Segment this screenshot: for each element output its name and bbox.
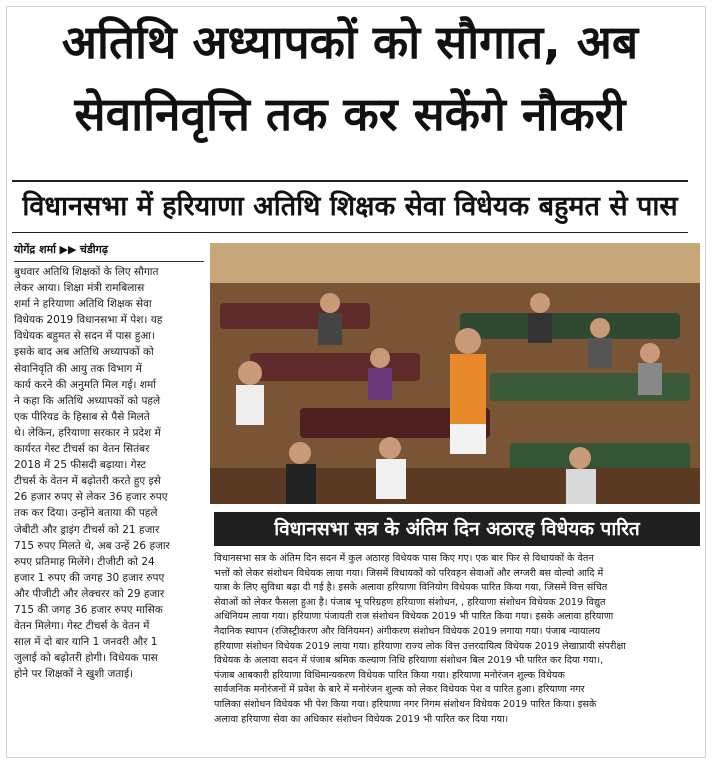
story-line: एक पीरियड के हिसाब से पैसे मिलते — [14, 410, 150, 423]
story-line: कार्यरत गेस्ट टीचर्स का वेतन सितंबर — [14, 443, 150, 456]
second-story-body — [214, 552, 700, 727]
byline-separator-icon: ▶▶ — [59, 243, 77, 256]
assembly-photo-icon — [210, 243, 700, 504]
story-line: टीचर्स के वेतन में बढ़ोतरी करते हुए इसे — [14, 475, 161, 488]
headline-line-2: सेवानिवृत्ति तक कर सकेंगे नौकरी — [74, 87, 626, 141]
second-story-line: भत्तों को लेकर संशोधन विधेयक लाया गया। जिसमें विधायकों को परिवहन सेवाओं और लग्जरी बस वोल्वो आदि में — [214, 567, 604, 579]
story-line: विधेयक बहुमत से सदन में पास हुआ। — [14, 330, 155, 343]
second-story-line: नैदानिक स्थापन (रजिस्ट्रीकरण और विनियमन) अंगीकरण संशोधन विधेयक 2019 लगाया गया। पंजाब न्यायालय — [214, 625, 601, 637]
story-line: कार्य करने की अनुमति मिल गई। शर्मा — [14, 378, 157, 391]
second-story-line: यात्रा के लिए सुविधा बढ़ा दी गई है। इसके अलावा हरियाणा विनियोग विधेयक पारित किया गया, जिसमें वित्त संचित — [214, 582, 608, 594]
second-story-line: अलावा हरियाणा सेवा का अधिकार संशोधन विधेयक 2019 भी पारित कर दिया गया। — [214, 713, 509, 725]
story-line: बुधवार अतिथि शिक्षकों के लिए सौगात — [14, 266, 159, 278]
second-story-line: हरियाणा संशोधन विधेयक 2019 लाया गया। हरियाणा राज्य लोक वित्त उत्तरदायित्व विधेयक 2019 लेखाप्रायी संपरीक्षा — [214, 640, 626, 652]
second-story-headline: विधानसभा सत्र के अंतिम दिन अठारह विधेयक पारित — [214, 512, 700, 546]
story-line: जुलाई को बढ़ोतरी होगी। विधेयक पास — [14, 652, 158, 665]
byline-place: चंडीगढ़ — [79, 243, 109, 256]
story-line: वेतन मिलेगा। गेस्ट टीचर्स के वेतन में — [14, 620, 150, 633]
story-line: साल में दो बार यानि 1 जनवरी और 1 — [14, 636, 158, 649]
divider — [12, 232, 688, 233]
second-story-line: विधानसभा सत्र के अंतिम दिन सदन में कुल अठारह विधेयक पास किए गए। एक बार फिर से विधायकों के वेतन — [214, 553, 594, 564]
assembly-photo — [210, 243, 700, 504]
story-line: रुपए प्रतिमाह मिलेंगे। टीजीटी को 24 — [14, 555, 155, 568]
story-line: थे। लेकिन, हरियाणा सरकार ने प्रदेश में — [14, 426, 161, 439]
story-line: 715 की जगह 36 हजार रुपए मासिक — [14, 603, 163, 616]
story-line: इसके बाद अब अतिथि अध्यापकों को — [14, 346, 154, 359]
divider — [12, 180, 688, 182]
story-line: 26 हजार रुपए से लेकर 36 हजार रुपए — [14, 491, 168, 504]
second-story-line: सेवाओं को लेकर फैसला हुआ है। पंजाब भू परिग्रहण हरियाणा संशोधन, , हरियाणा संशोधन विधेयक 2019 विद्युत — [214, 596, 606, 608]
second-story-line: सार्वजनिक मनोरंजनों में प्रवेश के बारे में मनोरंजन शुल्क को लेकर विधेयक पेश व पारित हुआ। हरियाणा नगर — [214, 684, 585, 696]
story-line: हजार 1 रुपए की जगह 30 हजार रुपए — [14, 571, 165, 584]
story-line: विधेयक 2019 विधानसभा में पेश। यह — [14, 314, 163, 327]
story-line: शर्मा ने हरियाणा अतिथि शिक्षक सेवा — [14, 298, 152, 311]
story-line: जेबीटी और ड्राइंग टीचर्स को 21 हजार — [14, 523, 160, 536]
second-story-line: पंजाब आबकारी हरियाणा विधिमान्यकरण विधेयक पारित किया गया। हरियाणा मनोरंजन शुल्क विधेयक — [214, 669, 565, 681]
story-line: 715 रुपए मिलते थे, अब उन्हें 26 हजार — [14, 539, 170, 552]
headline-line-1: अतिथि अध्यापकों को सौगात, अब — [61, 15, 639, 69]
story-line: लेकर आया। शिक्षा मंत्री रामबिलास — [14, 282, 145, 295]
story-line: होने पर शिक्षकों ने खुशी जताई। — [14, 668, 134, 681]
story-line: 2018 में 25 फीसदी बढ़ाया। गेस्ट — [14, 459, 146, 472]
story-line: सेवानिवृति की आयु तक विभाग में — [14, 362, 142, 375]
byline-author: योगेंद्र शर्मा — [14, 243, 56, 256]
subheadline: विधानसभा में हरियाणा अतिथि शिक्षक सेवा विधेयक बहुमत से पास — [22, 191, 678, 222]
second-story-line: पालिका संशोधन विधेयक भी पेश किया गया। हरियाणा नगर निगम संशोधन विधेयक 2019 पारित किया। इसके — [214, 698, 597, 710]
story-line: ने कहा कि अतिथि अध्यापकों को पहले — [14, 394, 161, 407]
story-line: और पीजीटी और लेक्चरर को 29 हजार — [14, 587, 165, 600]
second-story-line: विधेयक के अलावा सदन में पंजाब श्रमिक कल्याण निधि हरियाणा संशोधन बिल 2019 भी पारित कर दिया गया।, — [214, 655, 604, 667]
story-line: तक कर दिया। उन्होंने बताया की पहले — [14, 507, 158, 520]
second-story-line: अधिनियम लाया गया। हरियाणा पंजायती राज संशोधन विधेयक 2019 भी पारित किया गया। इसके अलावा हरियाणा — [214, 611, 614, 623]
byline — [14, 239, 204, 262]
story-body-left-column — [14, 264, 198, 682]
